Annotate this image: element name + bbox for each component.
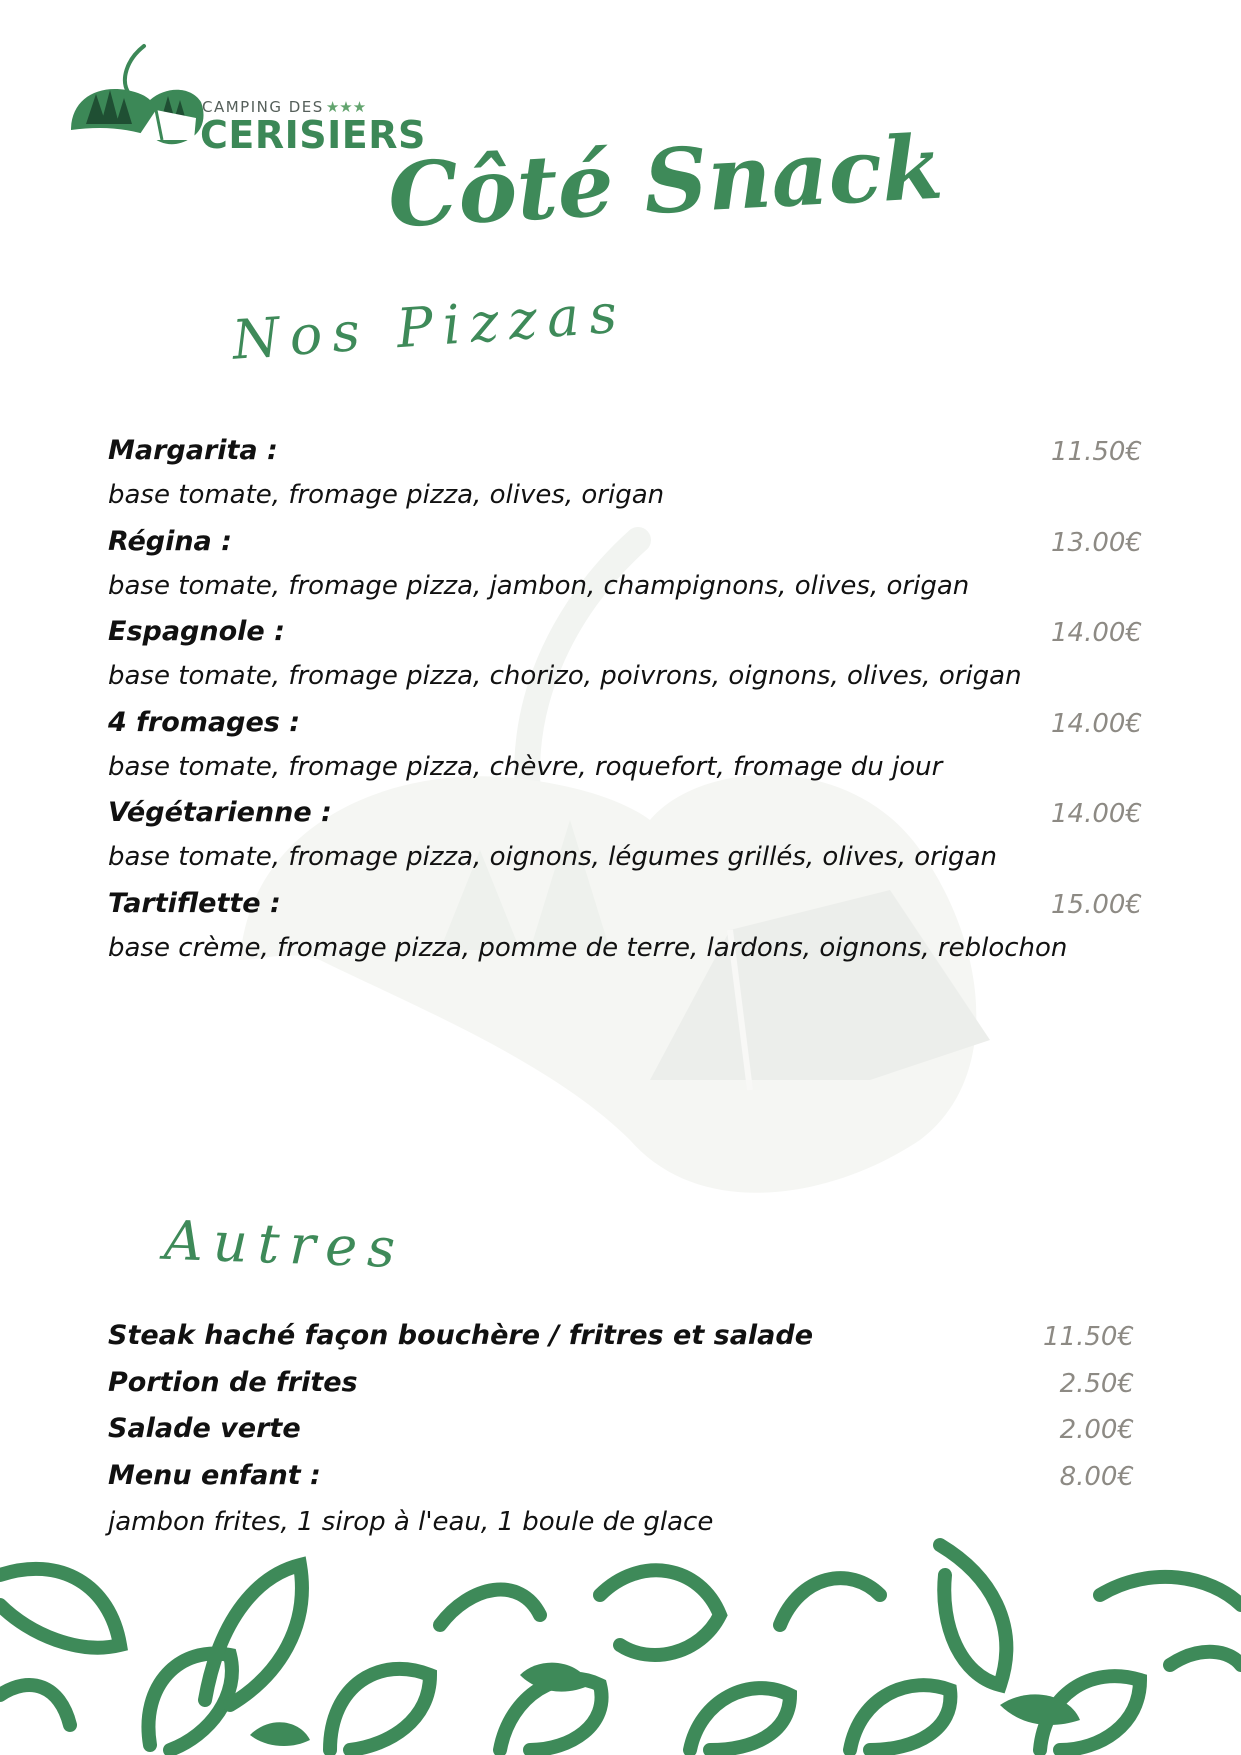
menu-item bbox=[108, 616, 1142, 660]
item-name: Espagnole : bbox=[108, 616, 285, 647]
item-name: Steak haché façon bouchère / fritres et salade bbox=[108, 1320, 814, 1351]
item-name: Végétarienne : bbox=[108, 797, 332, 828]
item-description: base tomate, fromage pizza, chorizo, poivrons, oignons, olives, origan bbox=[108, 661, 1022, 691]
section-title-autres: Autres bbox=[162, 1208, 407, 1281]
item-price: 14.00€ bbox=[1051, 618, 1142, 648]
item-price: 15.00€ bbox=[1051, 890, 1142, 920]
item-description: base tomate, fromage pizza, olives, origan bbox=[108, 480, 665, 510]
menu-item bbox=[108, 707, 1142, 751]
menu-item bbox=[108, 1460, 1134, 1504]
floral-border-icon bbox=[0, 1535, 1241, 1755]
item-name: Tartiflette : bbox=[108, 888, 281, 919]
item-price: 14.00€ bbox=[1051, 709, 1142, 739]
item-description: base tomate, fromage pizza, oignons, légumes grillés, olives, origan bbox=[108, 842, 997, 872]
item-name: Salade verte bbox=[108, 1413, 301, 1444]
logo-subtitle: CAMPING DES ★★★ bbox=[202, 98, 367, 116]
section-title-pizzas: Nos Pizzas bbox=[230, 281, 629, 372]
menu-item bbox=[108, 797, 1142, 841]
page-title: Côté Snack bbox=[385, 114, 946, 248]
menu-item bbox=[108, 435, 1142, 479]
menu-item bbox=[108, 1367, 1134, 1411]
item-price: 11.50€ bbox=[1051, 437, 1142, 467]
logo-stars: ★★★ bbox=[325, 98, 367, 116]
item-description: base tomate, fromage pizza, jambon, champignons, olives, origan bbox=[108, 571, 970, 601]
item-name: Margarita : bbox=[108, 435, 278, 466]
item-price: 2.50€ bbox=[1059, 1369, 1134, 1399]
item-name: Régina : bbox=[108, 526, 232, 557]
item-description: base crème, fromage pizza, pomme de terre, lardons, oignons, reblochon bbox=[108, 933, 1068, 963]
item-price: 14.00€ bbox=[1051, 799, 1142, 829]
item-price: 2.00€ bbox=[1059, 1415, 1134, 1445]
item-name: Portion de frites bbox=[108, 1367, 358, 1398]
menu-item bbox=[108, 1320, 1134, 1364]
item-description: base tomate, fromage pizza, chèvre, roquefort, fromage du jour bbox=[108, 752, 943, 782]
item-price: 8.00€ bbox=[1059, 1462, 1134, 1492]
item-name: 4 fromages : bbox=[108, 707, 301, 738]
item-price: 13.00€ bbox=[1051, 528, 1142, 558]
item-description: jambon frites, 1 sirop à l'eau, 1 boule de glace bbox=[108, 1507, 714, 1537]
item-name: Menu enfant : bbox=[108, 1460, 321, 1491]
menu-item bbox=[108, 526, 1142, 570]
logo-wordmark: CERISIERS bbox=[200, 113, 426, 157]
menu-item bbox=[108, 888, 1142, 932]
menu-item bbox=[108, 1413, 1134, 1457]
item-price: 11.50€ bbox=[1043, 1322, 1134, 1352]
